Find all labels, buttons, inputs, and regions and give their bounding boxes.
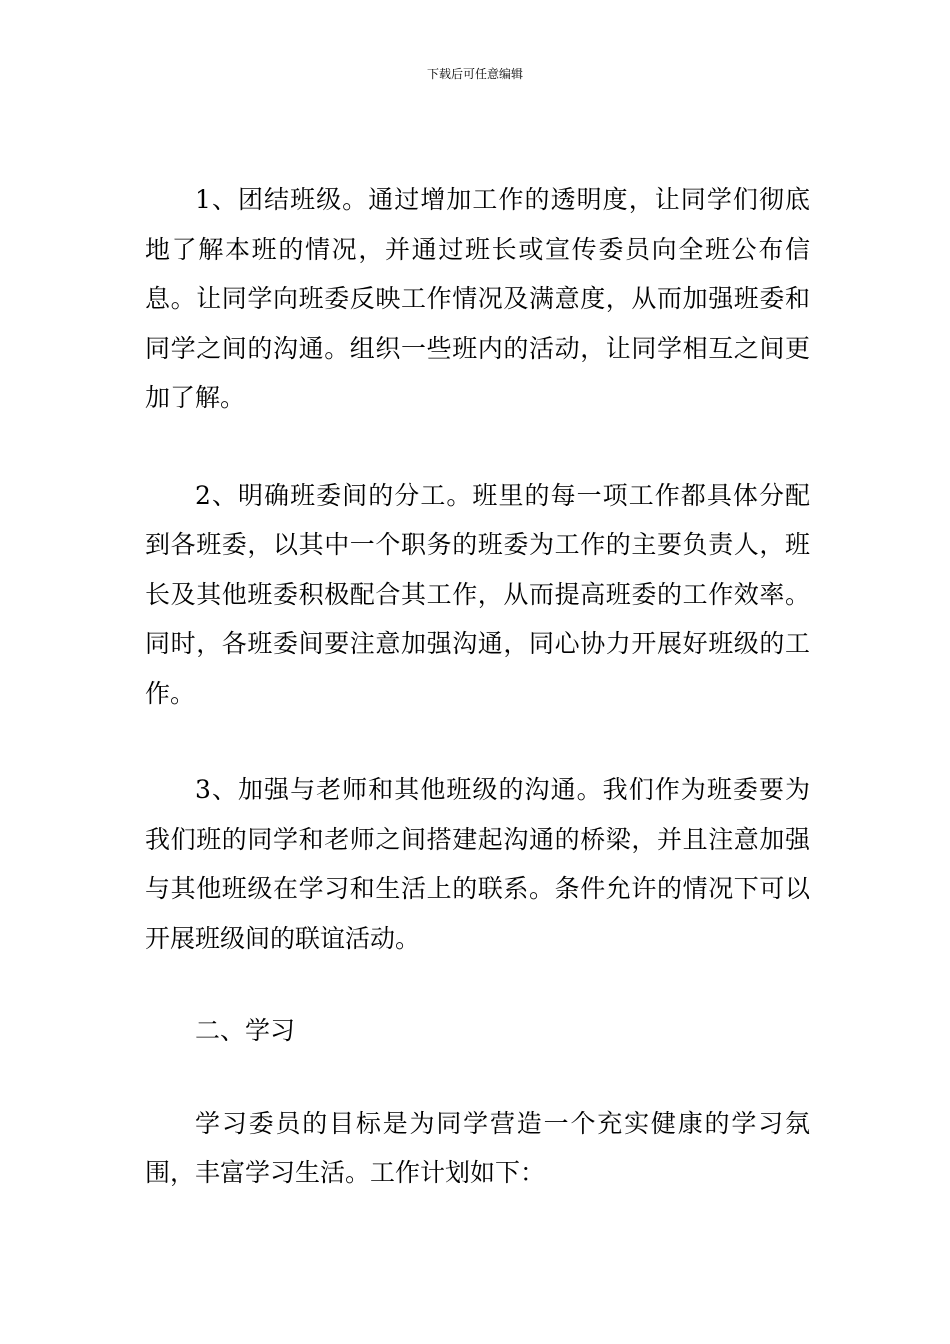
paragraph-spacer: [145, 1056, 810, 1099]
paragraph-division-of-labor: 2、明确班委间的分工。班里的每一项工作都具体分配到各班委，以其中一个职务的班委为工作的主要负责人，班长及其他班委积极配合其工作，从而提高班委的工作效率。同时，各班委间要注意加强沟通，同心协力开展好班级的工作。: [145, 480, 810, 708]
paragraph-spacer: [145, 423, 810, 471]
paragraph-study-goal: 学习委员的目标是为同学营造一个充实健康的学习氛围，丰富学习生活。工作计划如下：: [145, 1108, 810, 1187]
paragraph-unite-class: 1、团结班级。通过增加工作的透明度，让同学们彻底地了解本班的情况，并通过班长或宣传委员向全班公布信息。让同学向班委反映工作情况及满意度，从而加强班委和同学之间的沟通。组织一些班内的活动，让同学相互之间更加了解。: [145, 185, 810, 412]
section-heading-study: 二、学习: [195, 1016, 296, 1045]
paragraph-spacer: [145, 718, 810, 765]
header-note: 下载后可任意编辑: [426, 67, 523, 81]
paragraph-spacer: [145, 963, 810, 1006]
document-body: [145, 175, 810, 1198]
paragraph-communication: 3、加强与老师和其他班级的沟通。我们作为班委要为我们班的同学和老师之间搭建起沟通的桥梁，并且注意加强与其他班级在学习和生活上的联系。条件允许的情况下可以开展班级间的联谊活动。: [145, 775, 810, 953]
